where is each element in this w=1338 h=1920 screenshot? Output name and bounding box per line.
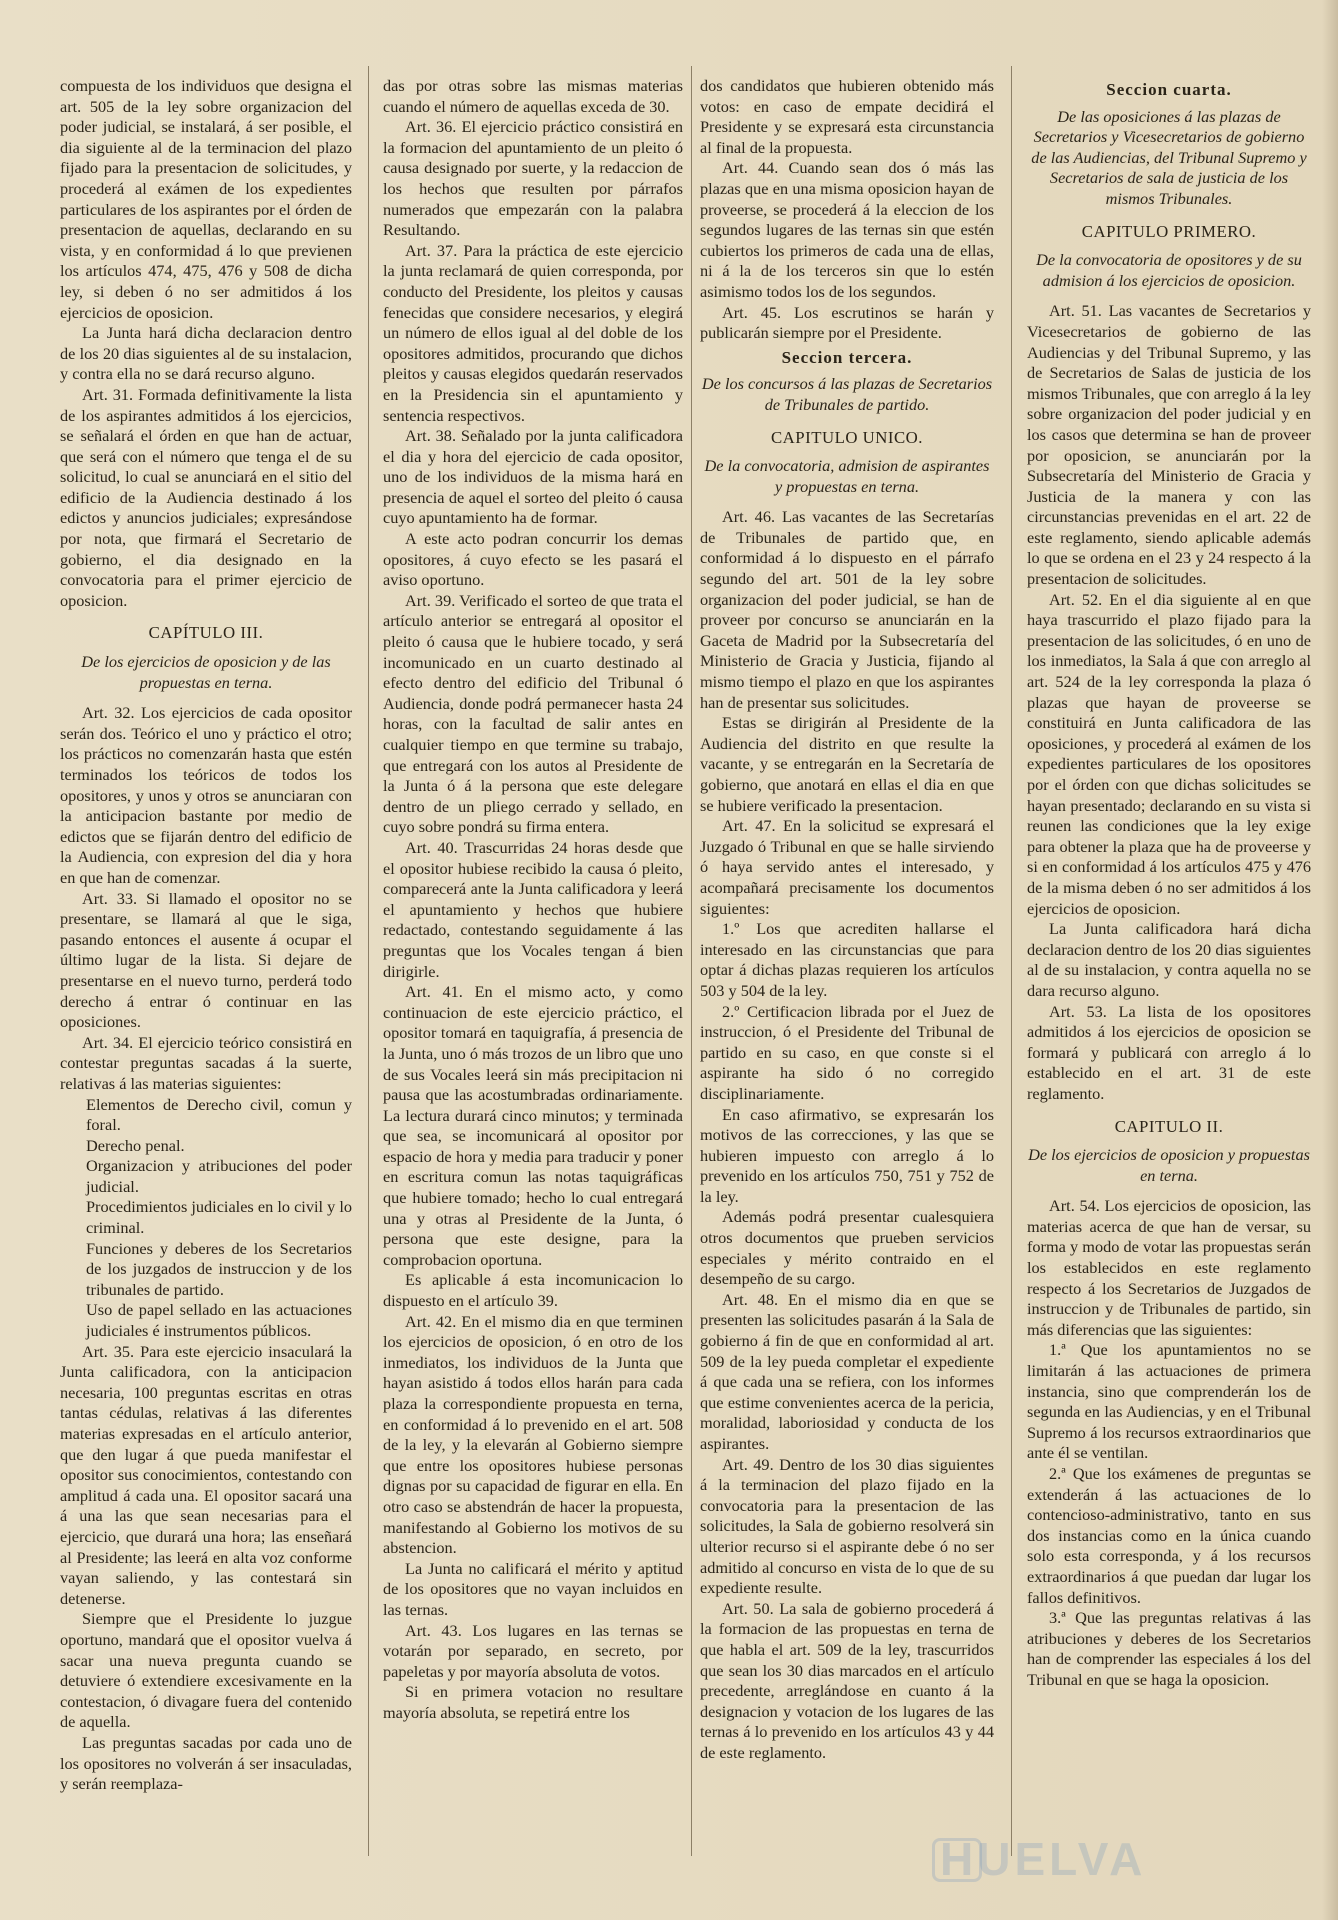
article-32: Art. 32. Los ejercicios de cada opositor serán dos. Teórico el uno y práctico el otro; los prácticos no comenzarán hasta que estén terminados los teóricos de todos los opositores, y unos y otros se anunciaran con la anticipacion bastante por medio de edictos que se fijarán dentro del edificio de la Audiencia, con expresion del dia y hora en que han de comenzar. [60,703,352,887]
column-divider [1011,66,1012,1856]
list-item: 1.º Los que acrediten hallarse el interesado en las circunstancias que para optar á dichas plazas requieren los artículos 503 y 504 de la ley. [700,919,994,1000]
article-36: Art. 36. El ejercicio práctico consistirá en la formacion del apuntamiento de un pleito ó causa designado por suerte, y la redaccion de los hechos que resulten por párrafos numerados que empezarán con la palabra Resultando. [383,117,683,240]
article-39: Art. 39. Verificado el sorteo de que trata el artículo anterior se entregará al opositor el pleito ó causa que le hubiere tocado, y será incomunicado en un cuarto destinado al efecto dentro del edificio del Tribunal ó Audiencia, donde podrá permanecer hasta 24 horas, con la facultad de salir antes en cualquier tiempo en que termine su trabajo, que entregará con los autos al Presidente de la Junta ó á la persona que este delegare dentro de un pliego cerrado y sellado, en cuyo sobre pondrá su firma entera. [383,590,683,837]
article-46: Art. 46. Las vacantes de las Secretarías de Tribunales de partido que, en conformidad á lo dispuesto en el párrafo segundo del art. 501 de la ley sobre organizacion del poder judicial, se han de proveer por concurso se anunciarán en la Gaceta de Madrid por la Subsecretaría del Ministerio de Gracia y Justicia, fijando al mismo tiempo el plazo en que los aspirantes han de presentar sus solicitudes. [700,507,994,712]
paragraph: A este acto podran concurrir los demas opositores, á cuyo efecto se les pasará el aviso oportuno. [383,529,683,590]
paragraph: dos candidatos que hubieren obtenido más votos: en caso de empate decidirá el Presidente y se expresará esta circunstancia al final de la propuesta. [700,76,994,157]
article-47: Art. 47. En la solicitud se expresará el Juzgado ó Tribunal en que se halle sirviendo ó haya servido antes el interesado, y acompañará precisamente los documentos siguientes: [700,816,994,918]
page-edge-shadow [1322,0,1338,1920]
paragraph: La Junta calificadora hará dicha declaracion dentro de los 20 dias siguientes al de su instalacion, y contra aquella no se dara recurso alguno. [1027,919,1311,1000]
section-subtitle: De los concursos á las plazas de Secretarios de Tribunales de partido. [701,374,993,414]
column-divider [368,66,369,1856]
chapter-heading: CAPITULO PRIMERO. [1081,221,1257,241]
paragraph: La Junta no calificará el mérito y aptitud de los opositores que no vayan incluidos en las ternas. [383,1558,683,1619]
list-item: Derecho penal. [86,1135,185,1155]
list-item: Organizacion y atribuciones del poder judicial. [86,1156,352,1196]
article-51: Art. 51. Las vacantes de Secretarios y Vicesecretarios de gobierno de las Audiencias y del Tribunal Supremo, y las de Secretarios de Salas de justicia de los mismos Tribunales, que con arreglo á la ley sobre organizacion del poder judicial y en los casos que determina se han de proveer por oposicion, se anunciarán por la Subsecretaría del Ministerio de Gracia y Justicia de la manera y con las circunstancias prevenidas en el art. 22 de este reglamento, siendo aplicable además lo que se ordena en el 23 y 24 respecto á la presentacion de solicitudes. [1027,301,1311,589]
list-item: 1.ª Que los apuntamientos no se limitarán á las actuaciones de primera instancia, sino que comprenderán los de segunda en las Audiencias, y en el Tribunal Supremo á los recursos extraordinarios que ante él se ventilan. [1027,1340,1311,1463]
section-heading: Seccion cuarta. [1106,80,1232,99]
column-divider [691,66,692,1856]
article-33: Art. 33. Si llamado el opositor no se presentare, se llamará al que le siga, pasando entonces el ausente á ocupar el último lugar de la lista. Si dejare de presentarse en el nuevo turno, perderá todo derecho á entrar ó continuar en las oposiciones. [60,888,352,1032]
chapter-heading: CAPÍTULO III. [148,623,264,643]
paragraph: Siempre que el Presidente lo juzgue oportuno, mandará que el opositor vuelva á sacar una nueva pregunta cuando se detuviere ó extendiere excesivamente en la contestacion, ó divagare fuera del contenido de aquella. [60,1609,352,1732]
chapter-heading: CAPITULO II. [1114,1116,1224,1136]
article-40: Art. 40. Trascurridas 24 horas desde que el opositor hubiese recibido la causa ó pleito, comparecerá ante la Junta calificadora y leerá el apuntamiento y hechos que hubiere redactado, contestando seguidamente á las preguntas que los Vocales tengan á bien dirigirle. [383,837,683,981]
article-53: Art. 53. La lista de los opositores admitidos á los ejercicios de oposicion se formará y publicará con arreglo á lo establecido en el art. 31 de este reglamento. [1027,1001,1311,1103]
article-54: Art. 54. Los ejercicios de oposicion, las materias acerca de que han de versar, su forma y modo de votar las propuestas serán los establecidos en este reglamento respecto á los Secretarios de Juzgados de instruccion y de Tribunales de partido, sin más diferencias que las siguientes: [1027,1196,1311,1339]
paragraph: compuesta de los individuos que designa el art. 505 de la ley sobre organizacion del poder judicial, se instalará, á ser posible, el dia siguiente al de la terminacion del plazo fijado para la presentacion de solicitudes, y procederá al exámen de los expedientes particulares de los aspirantes por el órden de presentacion de aquellas, declarando en su vista, y en conformidad á lo que previenen los artículos 474, 475, 476 y 508 de dicha ley, si deben ó no ser admitidos á los ejercicios de oposicion. [60,76,352,322]
article-45: Art. 45. Los escrutinos se harán y publicarán siempre por el Presidente. [700,302,994,343]
section-heading: Seccion tercera. [781,347,913,367]
paragraph: Además podrá presentar cualesquiera otros documentos que prueben servicios especiales y mérito contraido en el desempeño de su cargo. [700,1207,994,1289]
chapter-subtitle: De los ejercicios de oposicion y propuestas en terna. [1028,1145,1310,1185]
paragraph: Es aplicable á esta incomunicacion lo dispuesto en el artículo 39. [383,1270,683,1311]
paragraph: Las preguntas sacadas por cada uno de los opositores no volverán á ser insaculadas, y serán reemplaza- [60,1732,352,1794]
section-subtitle: De las oposiciones á las plazas de Secretarios y Vicesecretarios de gobierno de las Audiencias, del Tribunal Supremo y Secretarios de sala de justicia de los mismos Tribunales. [1031,106,1307,208]
list-item: Procedimientos judiciales en lo civil y lo criminal. [86,1197,352,1238]
list-item: Uso de papel sellado en las actuaciones judiciales é instrumentos públicos. [86,1300,352,1341]
list-item: 3.ª Que las preguntas relativas á las atribuciones y deberes de los Secretarios han de comprender las especiales á los del Tribunal en que se haga la oposicion. [1027,1608,1311,1689]
list-item: 2.º Certificacion librada por el Juez de instruccion, ó el Presidente del Tribunal de partido en su caso, en que conste si el aspirante ha sido ó no corregido disciplinariamente. [700,1001,994,1103]
article-38: Art. 38. Señalado por la junta calificadora el dia y hora del ejercicio de cada opositor, uno de los individuos de la misma hará en presencia de aquel el sorteo del pleito ó causa cuyo apuntamiento ha de formar. [383,426,683,528]
chapter-subtitle: De los ejercicios de oposicion y de las propuestas en terna. [81,652,331,692]
article-41: Art. 41. En el mismo acto, y como continuacion de este ejercicio práctico, el opositor tomará en taquigrafía, á presencia de la Junta, uno ó más trozos de un libro que uno de sus Vocales leerá sin más precipitacion ni pausa que las acostumbradas ordinariamente. La lectura durará cinco minutos; y terminada que sea, se incomunicará al opositor por espacio de hora y media para traducir y poner en escritura comun las notas taquigráficas que hubiere tomado; hecho lo cual entregará una y otras al Presidente de la Junta, ó persona que este designe, para la comprobacion oportuna. [383,982,683,1269]
list-item: 2.ª Que los exámenes de preguntas se extenderán á las actuaciones de lo contencioso-administrativo, tanto en sus dos instancias como en la única cuando solo esta corresponda, y á los recursos extraordinarios á que puedan dar lugar los fallos definitivos. [1027,1464,1311,1607]
article-34: Art. 34. El ejercicio teórico consistirá en contestar preguntas sacadas á la suerte, relativas á las materias siguientes: [60,1032,352,1093]
watermark: HUELVA [940,1833,1147,1885]
article-37: Art. 37. Para la práctica de este ejercicio la junta reclamará de quien corresponda, por conducto del Presidente, los pleitos y causas fenecidas que considere necesarios, y elegirá un número de ellos igual al del doble de los opositores admitidos, procurando que dichos pleitos y causas elegidos quedarán reservados en la Presidencia sin el apuntamiento y sentencia respectivos. [383,240,683,425]
paragraph: Si en primera votacion no resultare mayoría absoluta, se repetirá entre los [383,1682,683,1722]
article-44: Art. 44. Cuando sean dos ó más las plazas que en una misma oposicion hayan de proveerse, se procederá á la eleccion de los segundos lugares de las ternas sin que estén cubiertos los primeros de cada una de ellas, ni á la de los terceros sin que lo estén asimismo todos los de los segundos. [700,158,994,301]
article-52: Art. 52. En el dia siguiente al en que haya trascurrido el plazo fijado para la presentacion de las solicitudes, ó en uno de los inmediatos, la Sala á que con arreglo al art. 524 de la ley corresponda la plaza ó plazas que hayan de proveerse se constituirá en Junta calificadora de las oposiciones, y procederá al exámen de los expedientes particulares de los opositores por el órden con que dichas solicitudes se hayan presentado; declarando en su vista si reunen las condiciones que la ley exige para obtener la plaza que ha de proveerse y si en conformidad á los artículos 475 y 476 de la misma deben ó no ser admitidos á los ejercicios de oposicion. [1027,589,1311,918]
chapter-subtitle: De la convocatoria, admision de aspirantes y propuestas en terna. [704,456,990,496]
column-4 [1027,76,1311,1866]
column-2 [383,76,683,1866]
article-42: Art. 42. En el mismo dia en que terminen los ejercicios de oposicion, ó en otro de los inmediatos, los individuos de la Junta que hayan asistido á todos ellos harán para cada plaza la correspondiente propuesta en terna, en conformidad á lo prevenido en el art. 508 de la ley, y la elevarán al Gobierno siempre que entre los opositores hubiese personas dignas por su capacidad de figurar en ella. En otro caso se abstendrán de hacer la propuesta, manifestando al Gobierno los motivos de su abstencion. [383,1311,683,1558]
article-31: Art. 31. Formada definitivamente la lista de los aspirantes admitidos á los ejercicios, se señalará el órden en que han de actuar, que será con el número que tenga el de su solicitud, lo cual se anunciará en el sitio del edificio de la Audiencia destinado á los edictos y anuncios judiciales; expresándose por nota, que firmará el Secretario de gobierno, el dia designado en la convocatoria para el primer ejercicio de oposicion. [60,384,352,610]
paragraph: Estas se dirigirán al Presidente de la Audiencia del distrito en que resulte la vacante, y se entregarán en la Secretaría de gobierno, que anotará en ellas el dia en que se hubiere verificado la presentacion. [700,713,994,815]
column-1 [60,76,352,1866]
article-35: Art. 35. Para este ejercicio insaculará la Junta calificadora, con la anticipacion necesaria, 100 preguntas escritas en otras tantas cédulas, relativas á las diferentes materias expresadas en el artículo anterior, que den lugar á que pueda manifestar el opositor sus conocimientos, contestando con amplitud á cada una. El opositor sacará una á una las que sean necesarias para el ejercicio, que durará una hora; las enseñará al Presidente; las leerá en alta voz conforme vayan saliendo, y las contestará sin detenerse. [60,1341,352,1608]
article-43: Art. 43. Los lugares en las ternas se votarán por separado, en secreto, por papeletas y por mayoría absoluta de votos. [383,1620,683,1681]
paragraph: das por otras sobre las mismas materias cuando el número de aquellas exceda de 30. [383,76,683,116]
list-item: Elementos de Derecho civil, comun y foral. [86,1094,352,1135]
article-50: Art. 50. La sala de gobierno procederá á la formacion de las propuestas en terna de que habla el art. 509 de la ley, trascurridos que sean los 30 dias marcados en el artículo precedente, arreglándose en cuanto á la designacion y votacion de los lugares de las ternas á lo prevenido en los artículos 43 y 44 de este reglamento. [700,1598,994,1762]
list-item: Funciones y deberes de los Secretarios de los juzgados de instruccion y de los tribunales de partido. [86,1238,352,1299]
chapter-subtitle: De la convocatoria de opositores y de su admision á los ejercicios de oposicion. [1036,250,1302,290]
article-49: Art. 49. Dentro de los 30 dias siguientes á la terminacion del plazo fijado en la convocatoria para la presentacion de las solicitudes, la Sala de gobierno resolverá sin ulterior recurso si el aspirante debe ó no ser admitido al concurso en vista de lo que de su expediente resulte. [700,1454,994,1598]
paragraph: En caso afirmativo, se expresarán los motivos de las correcciones, y las que se hubieren impuesto con arreglo á lo prevenido en los artículos 750, 751 y 752 de la ley. [700,1104,994,1206]
article-48: Art. 48. En el mismo dia en que se presenten las solicitudes pasarán á la Sala de gobierno á fin de que en conformidad al art. 509 de la ley pueda completar el expediente á que cada una se refiera, con los informes que estime convenientes acerca de la pericia, moralidad, laboriosidad y conducta de los aspirantes. [700,1289,994,1453]
column-3 [700,76,994,1866]
paragraph: La Junta hará dicha declaracion dentro de los 20 dias siguientes al de su instalacion, y contra ella no se dará recurso alguno. [60,323,352,384]
chapter-heading: CAPITULO UNICO. [770,427,923,447]
